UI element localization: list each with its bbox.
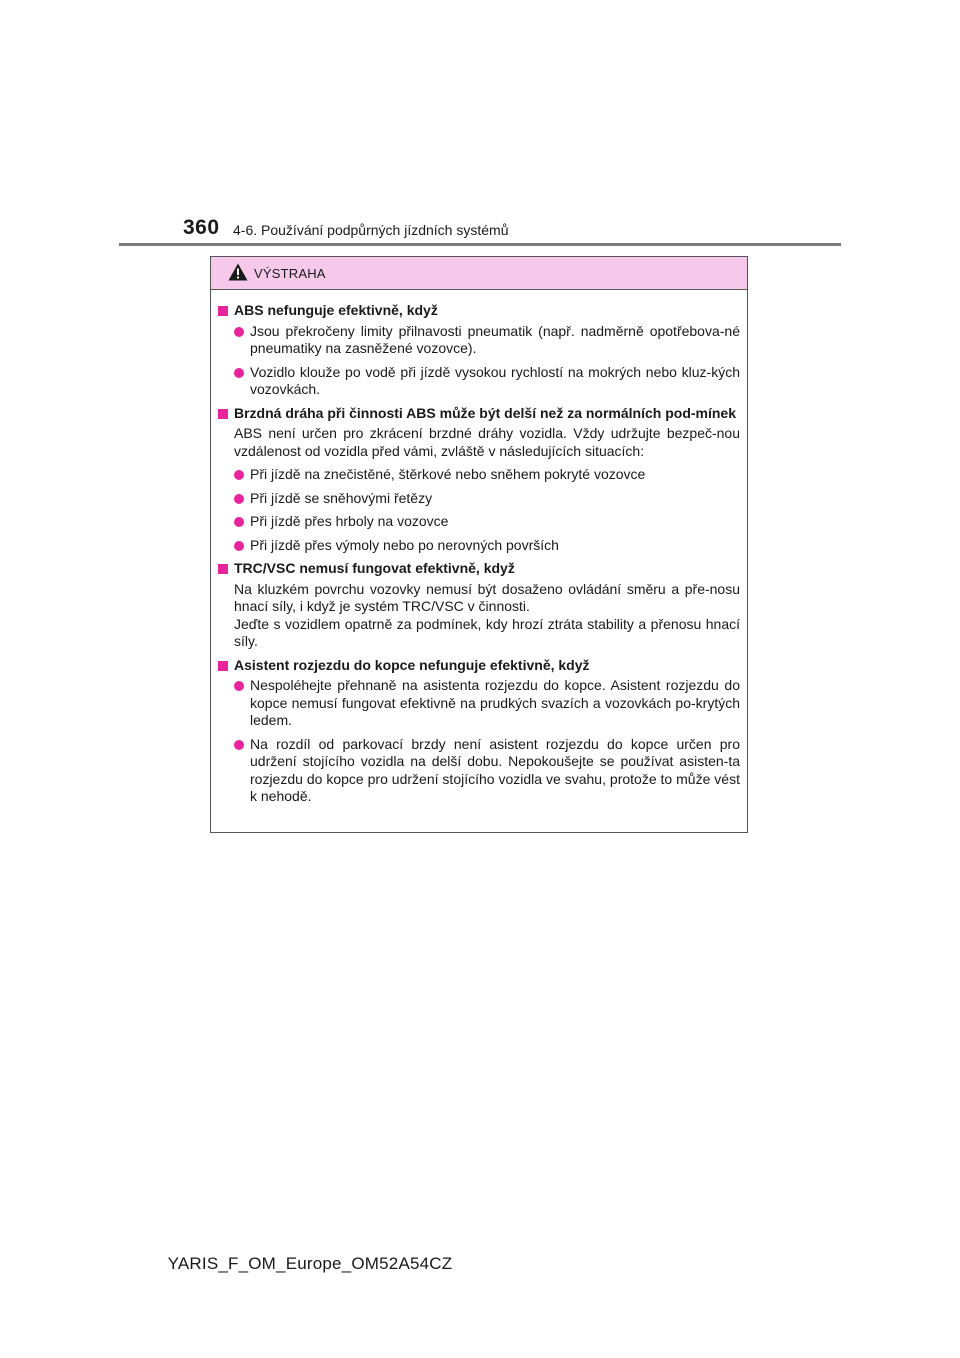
round-bullet-icon — [234, 368, 244, 378]
list-item — [218, 323, 740, 358]
list-item — [218, 466, 740, 484]
warning-label: VÝSTRAHA — [254, 266, 326, 281]
page-number: 360 — [183, 216, 220, 239]
list-item — [218, 736, 740, 806]
list-item — [218, 513, 740, 531]
list-item-text: Při jízdě na znečistěné, štěrkové nebo sněhem pokryté vozovce — [250, 466, 646, 482]
list-item — [218, 490, 740, 508]
paragraph: ABS není určen pro zkrácení brzdné dráhy vozidla. Vždy udržujte bezpeč-nou vzdálenost od vozidla před vámi, zvláště v následujících situacích: — [234, 425, 740, 459]
square-bullet-icon — [218, 409, 228, 419]
section-heading — [218, 560, 740, 578]
square-bullet-icon — [218, 306, 228, 316]
warning-body — [211, 290, 747, 806]
round-bullet-icon — [234, 740, 244, 750]
round-bullet-icon — [234, 494, 244, 504]
list-item — [218, 364, 740, 399]
footer-doc-code: YARIS_F_OM_Europe_OM52A54CZ — [167, 1254, 453, 1273]
round-bullet-icon — [234, 681, 244, 691]
header-rule — [119, 243, 841, 246]
warning-header — [211, 257, 747, 290]
section-title: 4-6. Používání podpůrných jízdních systémů — [233, 222, 509, 238]
list-item-text: Při jízdě přes výmoly nebo po nerovných površích — [250, 536, 559, 553]
section-heading — [218, 302, 740, 320]
square-bullet-icon — [218, 661, 228, 671]
round-bullet-icon — [234, 327, 244, 337]
list-item-text: Při jízdě přes hrboly na vozovce — [250, 513, 449, 529]
heading-text: Asistent rozjezdu do kopce nefunguje efektivně, když — [234, 656, 590, 673]
heading-text: ABS nefunguje efektivně, když — [234, 302, 438, 318]
round-bullet-icon — [234, 470, 244, 480]
heading-text: TRC/VSC nemusí fungovat efektivně, když — [234, 560, 515, 576]
warning-box — [210, 256, 748, 833]
warning-triangle-icon — [228, 263, 248, 281]
section-heading — [218, 405, 740, 423]
paragraph-line: Jeďte s vozidlem opatrně za podmínek, kdy hrozí ztráta stability a přenosu hnací síly. — [234, 615, 740, 649]
round-bullet-icon — [234, 517, 244, 527]
list-item — [218, 677, 740, 730]
list-item-text: Při jízdě se sněhovými řetězy — [250, 489, 433, 506]
list-item-text: Jsou překročeny limity přilnavosti pneumatik (např. nadměrně opotřebova-né pneumatiky na zasněžené vozovce). — [250, 322, 740, 356]
list-item-text: Vozidlo klouže po vodě při jízdě vysokou rychlostí na mokrých nebo kluz-kých vozovkách. — [250, 363, 740, 397]
list-item-text: Na rozdíl od parkovací brzdy není asistent rozjezdu do kopce určen pro udržení stojícího vozidla na delší dobu. Nepokoušejte se používat asisten-ta rozjezdu do kopce pro udržení stojícího vozidla ve svahu, protože to může vést k nehodě. — [250, 735, 740, 804]
paragraph-line: Na kluzkém povrchu vozovky nemusí být dosaženo ovládání směru a pře-nosu hnací síly, i když je systém TRC/VSC v činnosti. — [234, 580, 740, 614]
list-item-text: Nespoléhejte přehnaně na asistenta rozjezdu do kopce. Asistent rozjezdu do kopce nemusí fungovat efektivně na prudkých svazích a vozovkách po-krytých ledem. — [250, 677, 740, 728]
round-bullet-icon — [234, 541, 244, 551]
list-item — [218, 537, 740, 555]
paragraph — [218, 581, 740, 651]
heading-text: Brzdná dráha při činnosti ABS může být delší než za normálních pod-mínek — [234, 404, 737, 421]
square-bullet-icon — [218, 564, 228, 574]
section-heading — [218, 657, 740, 675]
